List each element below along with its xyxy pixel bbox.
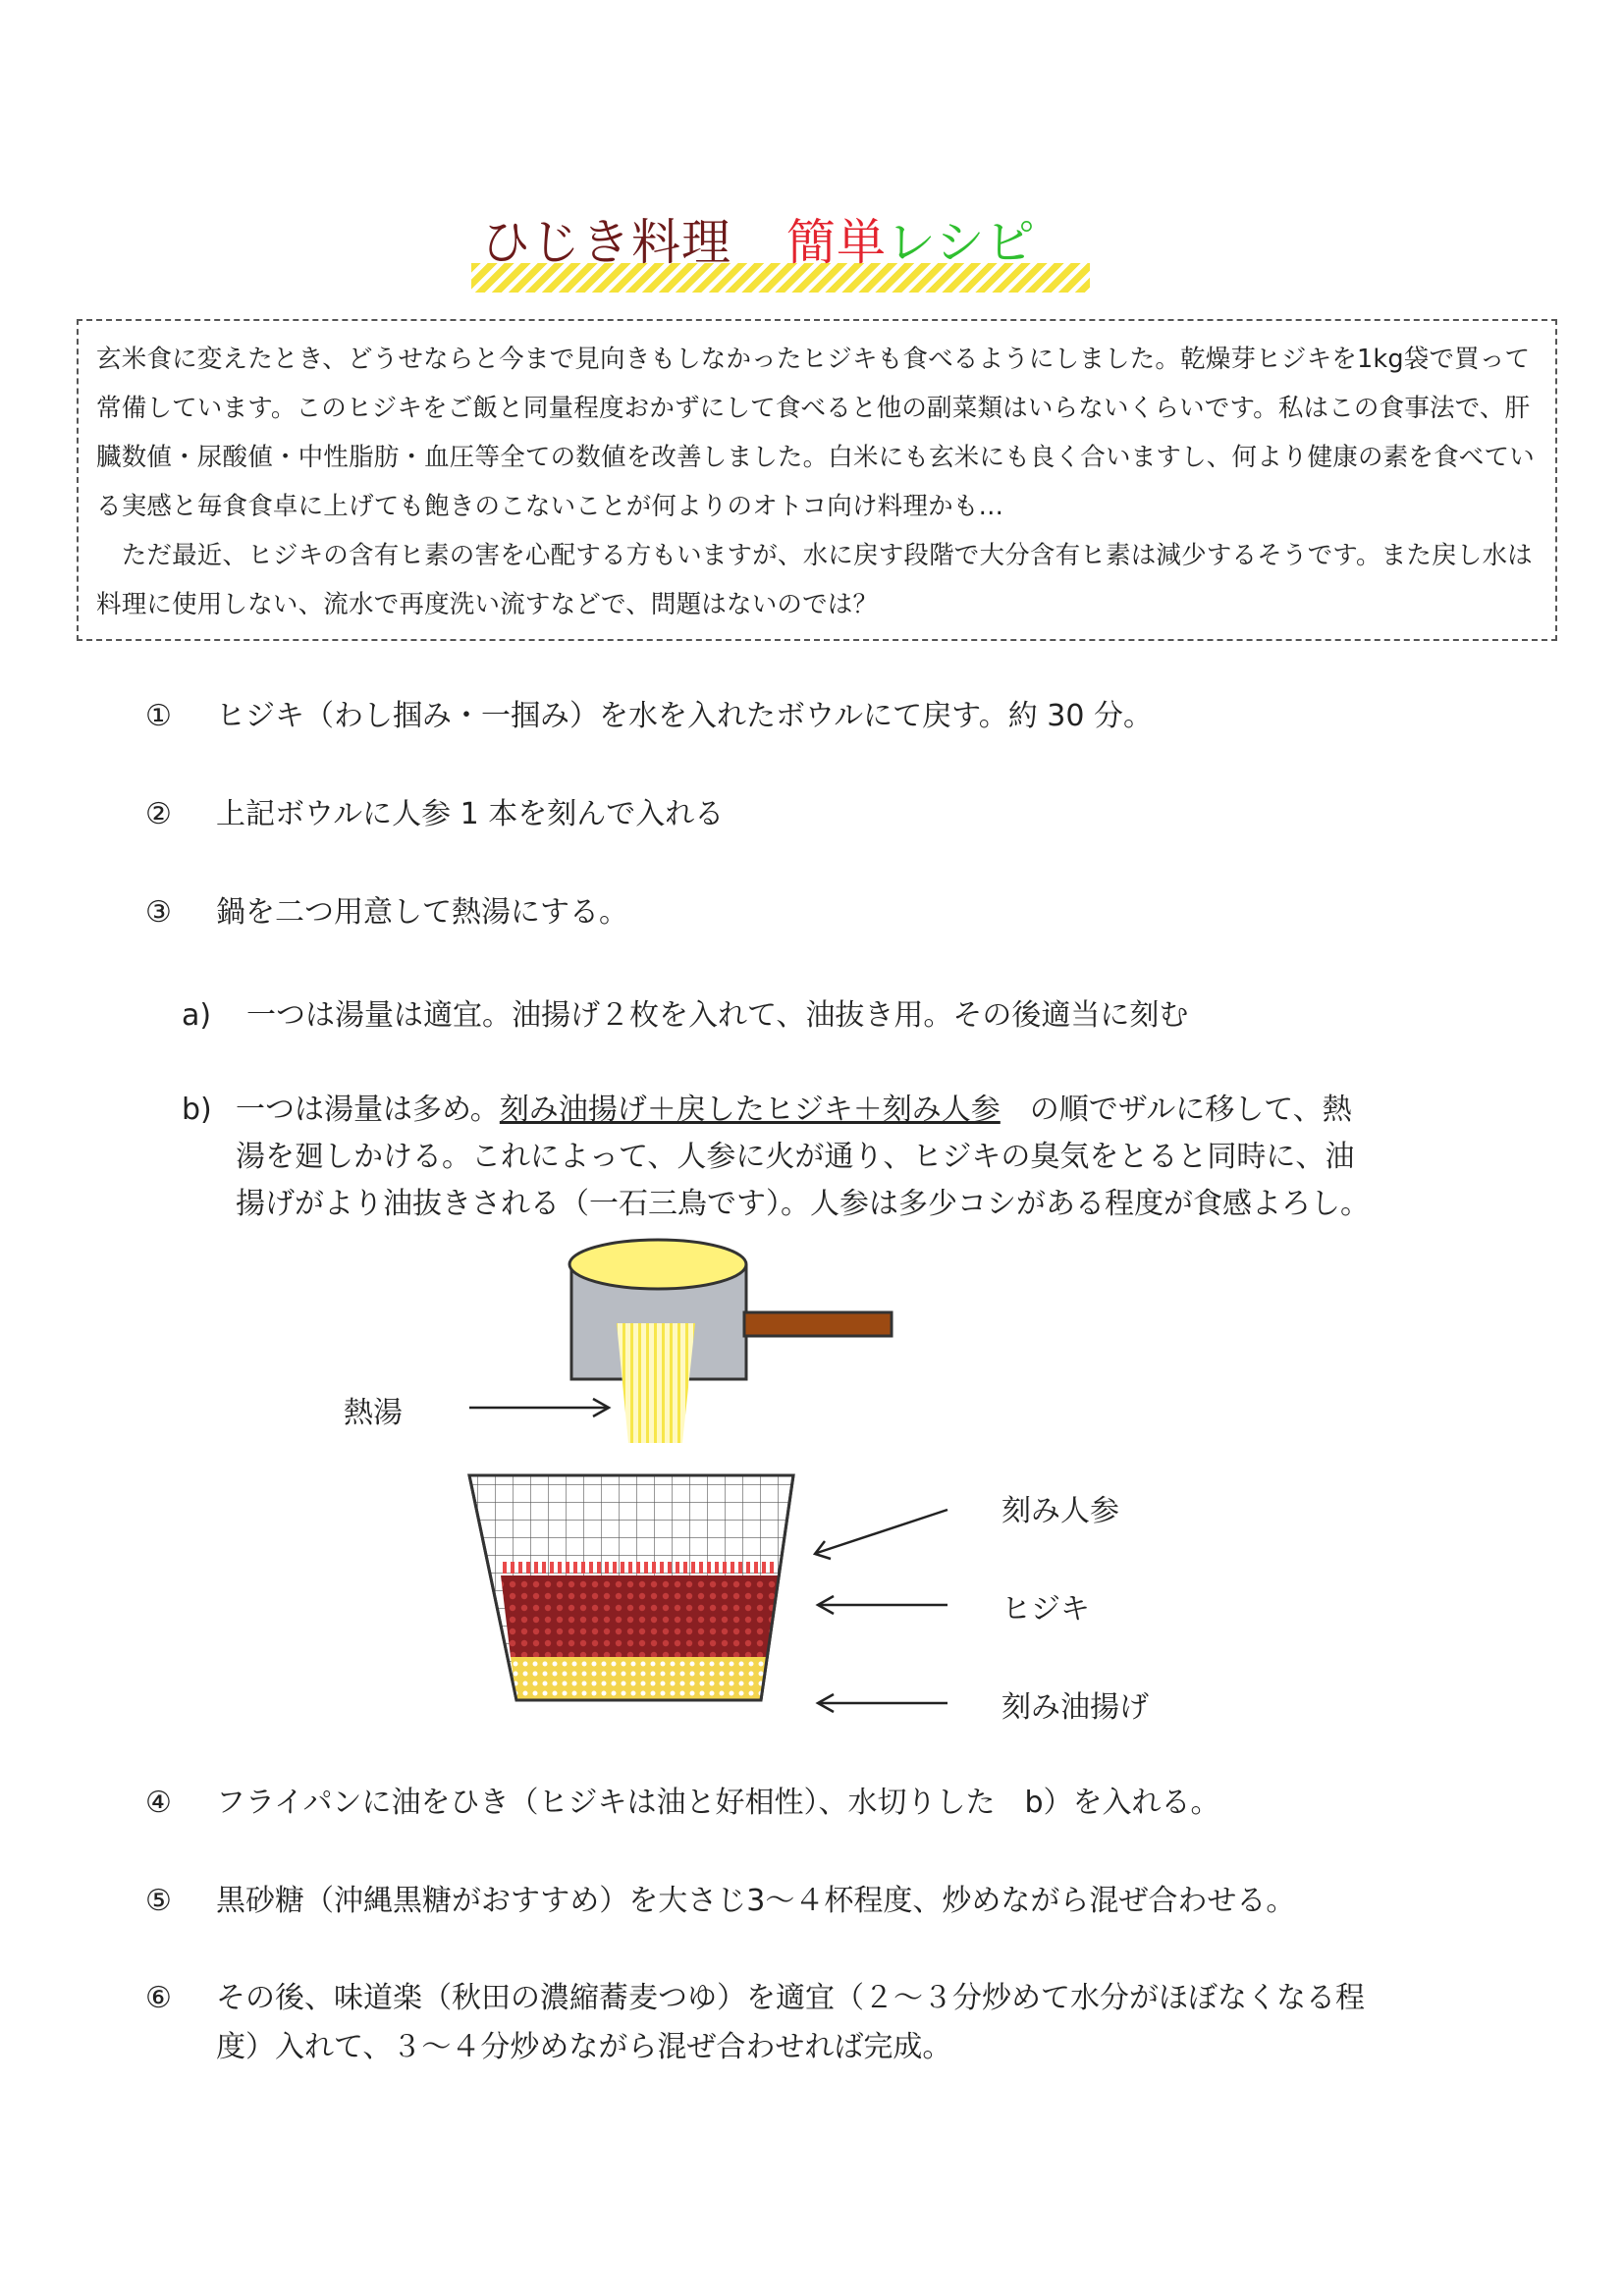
abura-layer [511,1657,767,1700]
arrow-carrot [817,1510,947,1553]
step-6-line1: その後、味道楽（秋田の濃縮蕎麦つゆ）を適宜（２～３分炒めて水分がほぼなくなる程 [216,1981,1365,2015]
step-6-number: ⑥ [145,1981,172,2015]
intro-paragraph-1: 玄米食に変えたとき、どうせならと今まで見向きもしなかったヒジキも食べるようにしました。乾燥芽ヒジキを1kg袋で買って常備しています。このヒジキをご飯と同量程度おかずにして食べると他の副菜類はいらないくらいです。私はこの食事法で、肝臓数値・尿酸値・中性脂肪・血圧等全ての数値を改善しました。白米にも玄米にも良く合いますし、何より健康の素を食べている実感と毎食食卓に上げても飽きのこないことが何よりのオトコ向け料理かも… [96,345,1535,521]
pot-illustration [569,1240,892,1379]
label-abura: 刻み油揚げ [1001,1690,1149,1725]
step-4 [145,1780,1220,1826]
hijiki-layer [501,1575,778,1657]
label-hijiki: ヒジキ [1001,1592,1090,1627]
title-part-hijiki: ひじき料理 [481,214,731,271]
strainer-basket [469,1475,793,1700]
step-6 [145,1974,1365,2072]
step-4-text: フライパンに油をひき（ヒジキは油と好相性）、水切りした b）を入れる。 [216,1786,1220,1820]
step-5-number: ⑤ [145,1884,172,1918]
step-3b-post: の順でザルに移して、熱 [1000,1093,1352,1127]
label-hot-water: 熱湯 [344,1396,403,1430]
step-2-number: ② [145,797,172,831]
step-1-text: ヒジキ（わし掴み・一掴み）を水を入れたボウルにて戻す。約 30 分。 [216,699,1153,733]
step-5-text: 黒砂糖（沖縄黒糖がおすすめ）を大さじ3～４杯程度、炒めながら混ぜ合わせる。 [216,1884,1296,1918]
step-6-line2: 度）入れて、３～４分炒めながら混ぜ合わせれば完成。 [216,2030,952,2064]
step-3-text: 鍋を二つ用意して熱湯にする。 [216,895,628,930]
pot-water-surface [569,1240,746,1289]
step-3b-underlined: 刻み油揚げ＋戻したヒジキ＋刻み人参 [499,1093,1001,1127]
step-3-number: ③ [145,895,172,930]
step-3b-label: b) [182,1093,212,1127]
step-3b-line3: 揚げがより油抜きされる（一石三鳥です）。人参は多少コシがある程度が食感よろし。 [236,1187,1370,1221]
title-part-kantan: 簡単 [786,214,887,271]
step-4-number: ④ [145,1786,172,1820]
step-1-number: ① [145,699,172,733]
title-part-recipe: レシピ [887,214,1036,271]
label-carrot: 刻み人参 [1001,1494,1119,1528]
pot-handle [744,1312,892,1336]
step-2-text: 上記ボウルに人参 1 本を刻んで入れる [216,797,725,831]
step-3b-line2: 湯を廻しかける。これによって、人参に火が通り、ヒジキの臭気をとると同時に、油 [236,1140,1355,1174]
hot-water-stream [617,1323,695,1443]
step-3a-text: 一つは湯量は適宜。油揚げ２枚を入れて、油抜き用。その後適当に刻む [246,998,1189,1033]
intro-paragraph-2: ただ最近、ヒジキの含有ヒ素の害を心配する方もいますが、水に戻す段階で大分含有ヒ素は減少するそうです。また戻し水は料理に使用しない、流水で再度洗い流すなどで、問題はないのでは？ [96,541,1533,619]
step-3a-label: a) [182,998,212,1033]
step-3b-pre: 一つは湯量は多め。 [236,1093,500,1127]
step-5 [145,1878,1295,1924]
